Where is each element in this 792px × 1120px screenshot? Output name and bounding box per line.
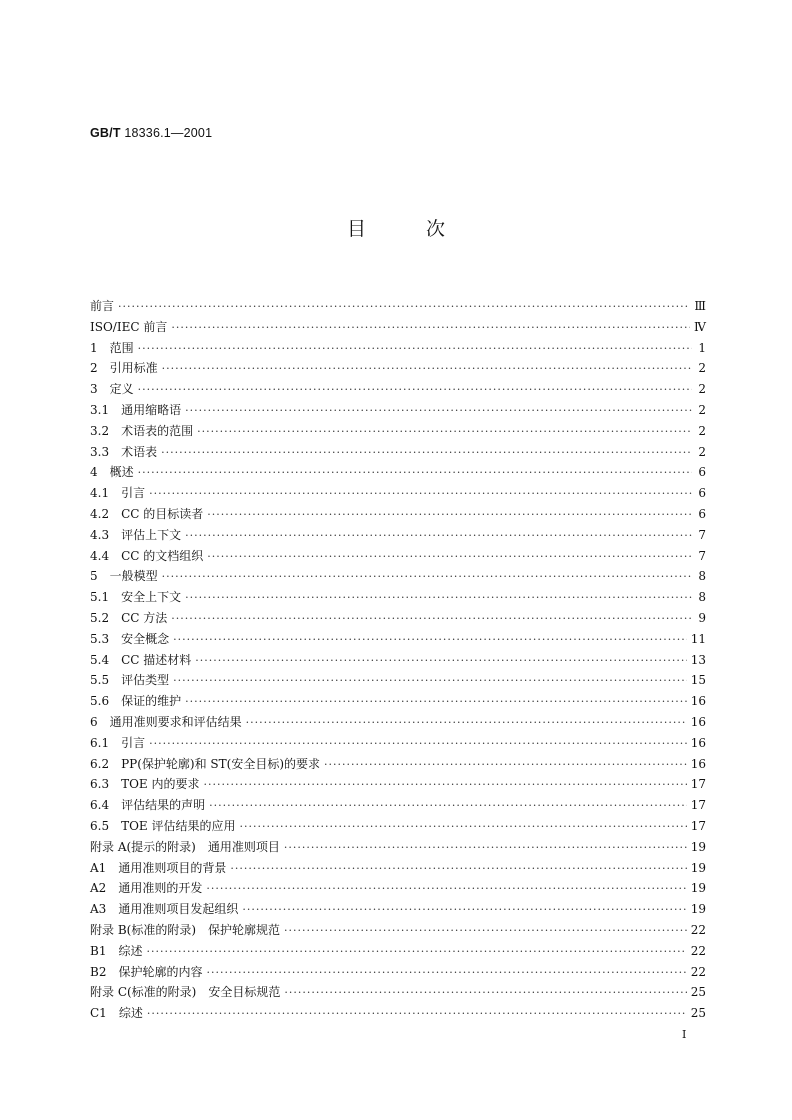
toc-entry-page: 1	[698, 340, 706, 355]
toc-entry-number: 5.3	[90, 631, 110, 646]
toc-entry[interactable]	[90, 650, 706, 671]
toc-entry[interactable]	[90, 691, 706, 712]
toc-entry-title: 引言	[121, 486, 146, 501]
toc-leader-dots	[118, 297, 690, 318]
toc-leader-dots	[138, 463, 692, 484]
toc-entry-title: 评估结果的声明	[121, 798, 206, 813]
toc-leader-dots	[197, 422, 692, 443]
toc-entry-number: 6.2	[90, 756, 110, 771]
toc-entry-page: 16	[690, 735, 706, 750]
toc-entry[interactable]	[90, 483, 706, 504]
toc-entry[interactable]	[90, 941, 706, 962]
toc-entry-title: 安全概念	[121, 631, 170, 646]
toc-entry-number: 5	[90, 569, 98, 584]
toc-entry[interactable]	[90, 462, 706, 483]
toc-entry[interactable]	[90, 920, 706, 941]
toc-entry-title: 评估上下文	[121, 527, 182, 542]
toc-entry[interactable]	[90, 525, 706, 546]
toc-leader-dots	[324, 755, 687, 776]
toc-leader-dots	[146, 942, 686, 963]
toc-entry-number: 3	[90, 382, 98, 397]
toc-entry-title: 附录 C(标准的附录) 安全目标规范	[90, 985, 281, 1000]
toc-leader-dots	[207, 547, 692, 568]
toc-entry-page: 9	[698, 610, 706, 625]
toc-entry-title: CC 的文档组织	[121, 548, 204, 563]
toc-entry-number: 4.4	[90, 548, 110, 563]
standard-code-number: 18336.1—2001	[120, 126, 213, 140]
toc-entry-number: B1	[90, 943, 107, 958]
toc-entry[interactable]	[90, 899, 706, 920]
page-title-left: 目	[346, 218, 366, 240]
toc-entry-page: 16	[690, 756, 706, 771]
toc-entry[interactable]	[90, 733, 706, 754]
toc-entry-number: 5.1	[90, 590, 110, 605]
toc-entry-page: 13	[690, 652, 706, 667]
toc-leader-dots	[185, 401, 692, 422]
toc-entry-number: 5.5	[90, 673, 110, 688]
toc-leader-dots	[206, 963, 686, 984]
toc-entry-page: 16	[690, 714, 706, 729]
toc-leader-dots	[185, 588, 692, 609]
toc-leader-dots	[284, 921, 687, 942]
toc-entry-page: 19	[690, 881, 706, 896]
toc-entry-page: 22	[690, 964, 706, 979]
toc-entry-page: 2	[698, 382, 706, 397]
toc-leader-dots	[149, 734, 687, 755]
toc-entry[interactable]	[90, 566, 706, 587]
page-title-right: 次	[426, 218, 446, 240]
toc-entry[interactable]	[90, 858, 706, 879]
toc-leader-dots	[149, 484, 692, 505]
toc-entry[interactable]	[90, 546, 706, 567]
toc-entry-number: 4	[90, 465, 98, 480]
toc-entry-page: 6	[698, 506, 706, 521]
toc-entry-page: 17	[690, 818, 706, 833]
toc-entry[interactable]	[90, 774, 706, 795]
toc-entry-number: 3.3	[90, 444, 110, 459]
toc-entry-number: 5.4	[90, 652, 110, 667]
toc-leader-dots	[240, 817, 687, 838]
toc-entry-number: 6.1	[90, 735, 110, 750]
toc-entry[interactable]	[90, 317, 706, 338]
toc-entry-page: 22	[690, 943, 706, 958]
standard-code	[90, 126, 212, 140]
toc-entry[interactable]	[90, 442, 706, 463]
toc-entry-title: 保护轮廓的内容	[118, 964, 203, 979]
toc-leader-dots	[173, 671, 687, 692]
toc-entry-number: A1	[90, 860, 107, 875]
toc-entry-number: 3.1	[90, 402, 110, 417]
toc-entry-title: 前言	[90, 299, 115, 313]
toc-entry-title: 通用缩略语	[121, 402, 182, 417]
toc-entry[interactable]	[90, 795, 706, 816]
toc-entry-title: 综述	[118, 943, 143, 958]
toc-entry-page: 17	[690, 798, 706, 813]
toc-entry-number: 6	[90, 714, 98, 729]
page-title	[0, 214, 792, 241]
toc-leader-dots	[284, 838, 687, 859]
toc-leader-dots	[173, 630, 687, 651]
toc-entry[interactable]	[90, 504, 706, 525]
toc-entry-number: 2	[90, 361, 98, 376]
toc-entry-page: Ⅲ	[694, 299, 706, 313]
toc-entry[interactable]	[90, 379, 706, 400]
toc-entry-page: 2	[698, 444, 706, 459]
toc-entry[interactable]	[90, 358, 706, 379]
toc-entry-title: 概述	[109, 465, 134, 480]
toc-entry-title: 定义	[109, 382, 134, 397]
toc-entry-title: 引用标准	[109, 361, 158, 376]
toc-entry-number: 3.2	[90, 423, 110, 438]
toc-entry[interactable]	[90, 608, 706, 629]
toc-entry-title: PP(保护轮廓)和 ST(安全目标)的要求	[121, 756, 321, 771]
toc-entry-page: 17	[690, 777, 706, 792]
toc-leader-dots	[195, 651, 686, 672]
toc-entry[interactable]	[90, 338, 706, 359]
toc-entry-number: 1	[90, 340, 98, 355]
toc-entry-title: 通用准则要求和评估结果	[109, 714, 242, 729]
toc-leader-dots	[138, 339, 692, 360]
toc-entry-number: 6.3	[90, 777, 110, 792]
toc-entry[interactable]	[90, 670, 706, 691]
toc-entry-title: CC 描述材料	[121, 652, 192, 667]
toc-entry[interactable]	[90, 421, 706, 442]
toc-entry-page: 25	[690, 985, 706, 1000]
toc-leader-dots	[246, 713, 687, 734]
toc-entry-number: 5.2	[90, 610, 110, 625]
toc-leader-dots	[207, 505, 692, 526]
toc-entry-page: 16	[690, 694, 706, 709]
toc-entry[interactable]	[90, 629, 706, 650]
toc-entry-number: C1	[90, 1006, 107, 1021]
toc-entry-number: 4.2	[90, 506, 110, 521]
toc-leader-dots	[284, 983, 686, 1004]
toc-entry[interactable]	[90, 878, 706, 899]
toc-entry[interactable]	[90, 754, 706, 775]
toc-entry-page: 22	[690, 922, 706, 937]
toc-entry-title: 安全上下文	[121, 590, 182, 605]
toc-leader-dots	[147, 1004, 687, 1025]
toc-leader-dots	[230, 859, 686, 880]
toc-entry-title: 术语表	[121, 444, 158, 459]
toc-entry-number: A3	[90, 902, 107, 917]
toc-entry[interactable]	[90, 1003, 706, 1024]
toc-entry-page: 8	[698, 569, 706, 584]
toc-entry-number: A2	[90, 881, 107, 896]
toc-entry-number: 6.5	[90, 818, 110, 833]
toc-entry-title: 通用准则项目的背景	[118, 860, 227, 875]
toc-entry-page: 19	[690, 902, 706, 917]
toc-entry[interactable]	[90, 816, 706, 837]
toc-entry-title: 附录 A(提示的附录) 通用准则项目	[90, 839, 280, 854]
toc-entry-title: 范围	[109, 340, 134, 355]
toc-entry-number: 5.6	[90, 694, 110, 709]
toc-entry-page: 15	[690, 673, 706, 688]
toc-entry-title: ISO/IEC 前言	[90, 319, 168, 334]
toc-entry-title: 引言	[121, 735, 146, 750]
toc-leader-dots	[161, 443, 692, 464]
toc-entry-page: 8	[698, 590, 706, 605]
toc-leader-dots	[171, 318, 690, 339]
toc-entry[interactable]	[90, 712, 706, 733]
toc-entry-title: 通用准则的开发	[118, 881, 203, 896]
toc-leader-dots	[162, 359, 692, 380]
toc-entry-title: 保证的维护	[121, 694, 182, 709]
toc-leader-dots	[162, 567, 692, 588]
standard-code-prefix: GB/T	[90, 126, 121, 140]
toc-entry-title: 通用准则项目发起组织	[118, 902, 239, 917]
toc-entry[interactable]	[90, 837, 706, 858]
toc-entry-title: 附录 B(标准的附录) 保护轮廓规范	[90, 922, 280, 937]
toc-entry-page: 25	[690, 1006, 706, 1021]
toc-entry-title: 评估类型	[121, 673, 170, 688]
toc-entry-page: 2	[698, 361, 706, 376]
toc-entry-number: B2	[90, 964, 107, 979]
toc-leader-dots	[204, 775, 687, 796]
toc-entry-title: CC 方法	[121, 610, 168, 625]
toc-entry-page: 11	[690, 631, 706, 646]
table-of-contents	[90, 296, 706, 1024]
toc-entry-title: 综述	[118, 1006, 143, 1021]
toc-entry-number: 6.4	[90, 798, 110, 813]
toc-entry-number: 4.3	[90, 527, 110, 542]
toc-entry-page: 2	[698, 402, 706, 417]
toc-entry-page: 2	[698, 423, 706, 438]
toc-entry-page: 6	[698, 465, 706, 480]
toc-leader-dots	[171, 609, 692, 630]
toc-entry-title: CC 的目标读者	[121, 506, 204, 521]
toc-entry-page: 6	[698, 486, 706, 501]
toc-leader-dots	[242, 900, 686, 921]
toc-entry[interactable]	[90, 296, 706, 317]
toc-entry-title: 一般模型	[109, 569, 158, 584]
toc-entry[interactable]	[90, 982, 706, 1003]
toc-leader-dots	[206, 879, 686, 900]
toc-entry-page: 19	[690, 839, 706, 854]
toc-entry-title: TOE 评估结果的应用	[121, 818, 236, 833]
toc-entry-title: 术语表的范围	[121, 423, 194, 438]
toc-leader-dots	[185, 692, 687, 713]
toc-entry[interactable]	[90, 962, 706, 983]
toc-entry[interactable]	[90, 587, 706, 608]
toc-entry-page: 19	[690, 860, 706, 875]
toc-leader-dots	[209, 796, 687, 817]
toc-leader-dots	[185, 526, 692, 547]
toc-leader-dots	[138, 380, 692, 401]
page-number: I	[682, 1028, 687, 1041]
toc-entry-title: TOE 内的要求	[121, 777, 200, 792]
toc-entry-page: 7	[698, 527, 706, 542]
toc-entry-page: Ⅳ	[694, 319, 706, 334]
toc-entry[interactable]	[90, 400, 706, 421]
toc-entry-number: 4.1	[90, 486, 110, 501]
toc-entry-page: 7	[698, 548, 706, 563]
